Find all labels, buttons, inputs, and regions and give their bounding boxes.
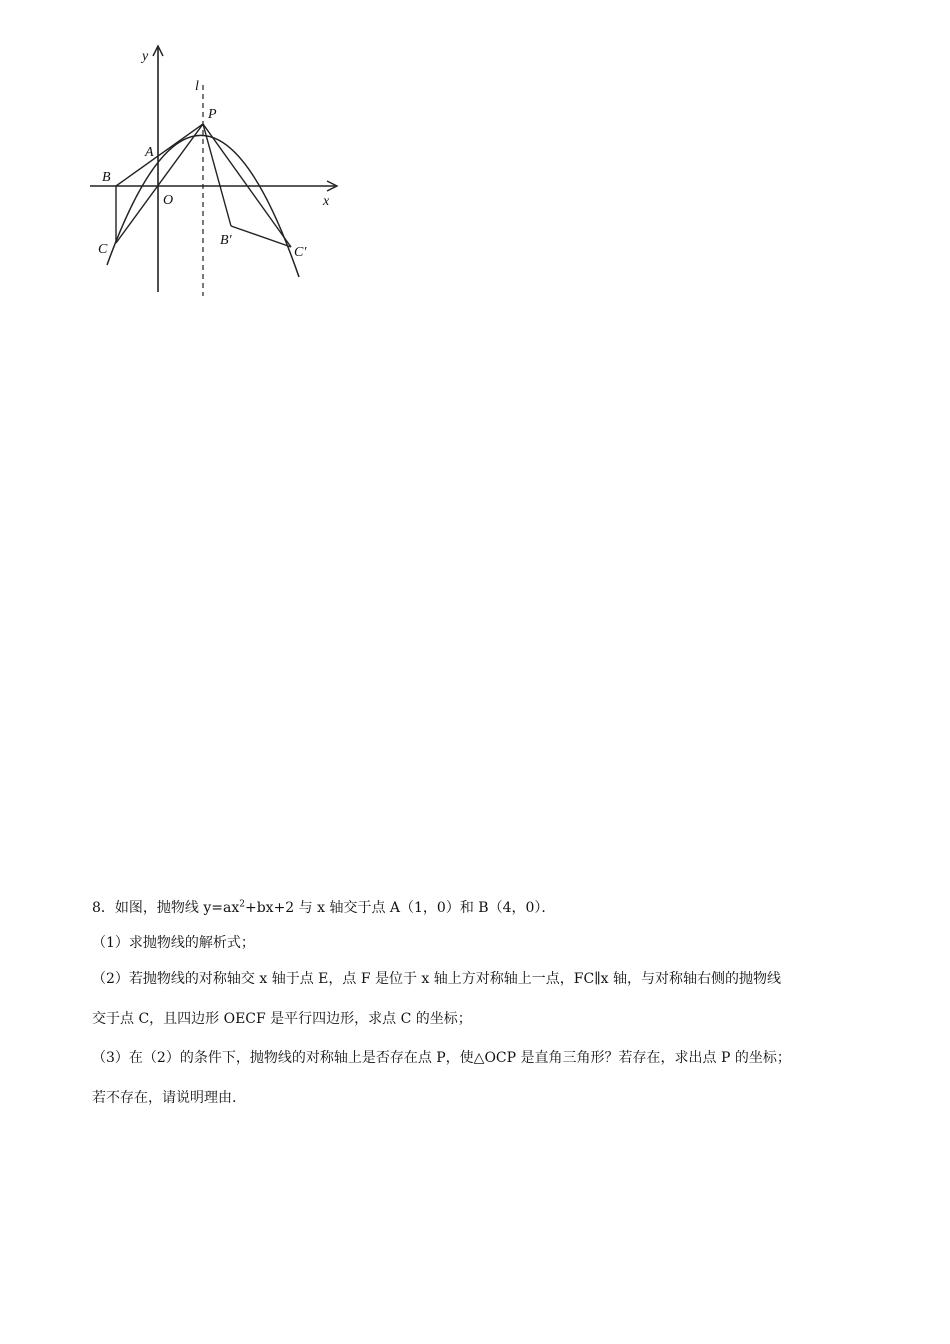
label-C-prime: C′ [294,245,307,260]
problem-statement-post: +bx+2 与 x 轴交于点 A（1，0）和 B（4，0）． [244,900,556,916]
label-P: P [208,107,217,122]
question-2: （2）若抛物线的对称轴交 x 轴于点 E，点 F 是位于 x 轴上方对称轴上一点，FC∥x 轴，与对称轴右侧的抛物线 [92,971,782,987]
label-A: A [145,145,154,160]
question-3: （3）在（2）的条件下，抛物线的对称轴上是否存在点 P，使△OCP 是直角三角形？若存在，求出点 P 的坐标； [92,1050,791,1066]
problem-statement-pre: 8．如图，抛物线 y=ax [92,900,240,916]
question-3-continued: 若不存在，请说明理由. [92,1090,237,1106]
question-1: （1）求抛物线的解析式； [92,935,255,951]
geometry-figure [85,40,355,300]
label-l: l [195,79,199,94]
label-C: C [98,242,108,257]
exponent: 2 [239,899,245,910]
segment-BP [116,124,203,186]
label-x: x [323,194,330,209]
label-B-prime: B′ [220,233,232,248]
question-2-continued: 交于点 C，且四边形 OECF 是平行四边形，求点 C 的坐标； [92,1011,472,1027]
label-B: B [102,170,111,185]
parabola-diagram [85,40,355,300]
label-O: O [163,193,174,208]
segment-CP [116,124,203,243]
problem-statement [92,898,555,918]
label-y: y [142,49,149,64]
segment-B-prime-C-prime [231,226,291,247]
